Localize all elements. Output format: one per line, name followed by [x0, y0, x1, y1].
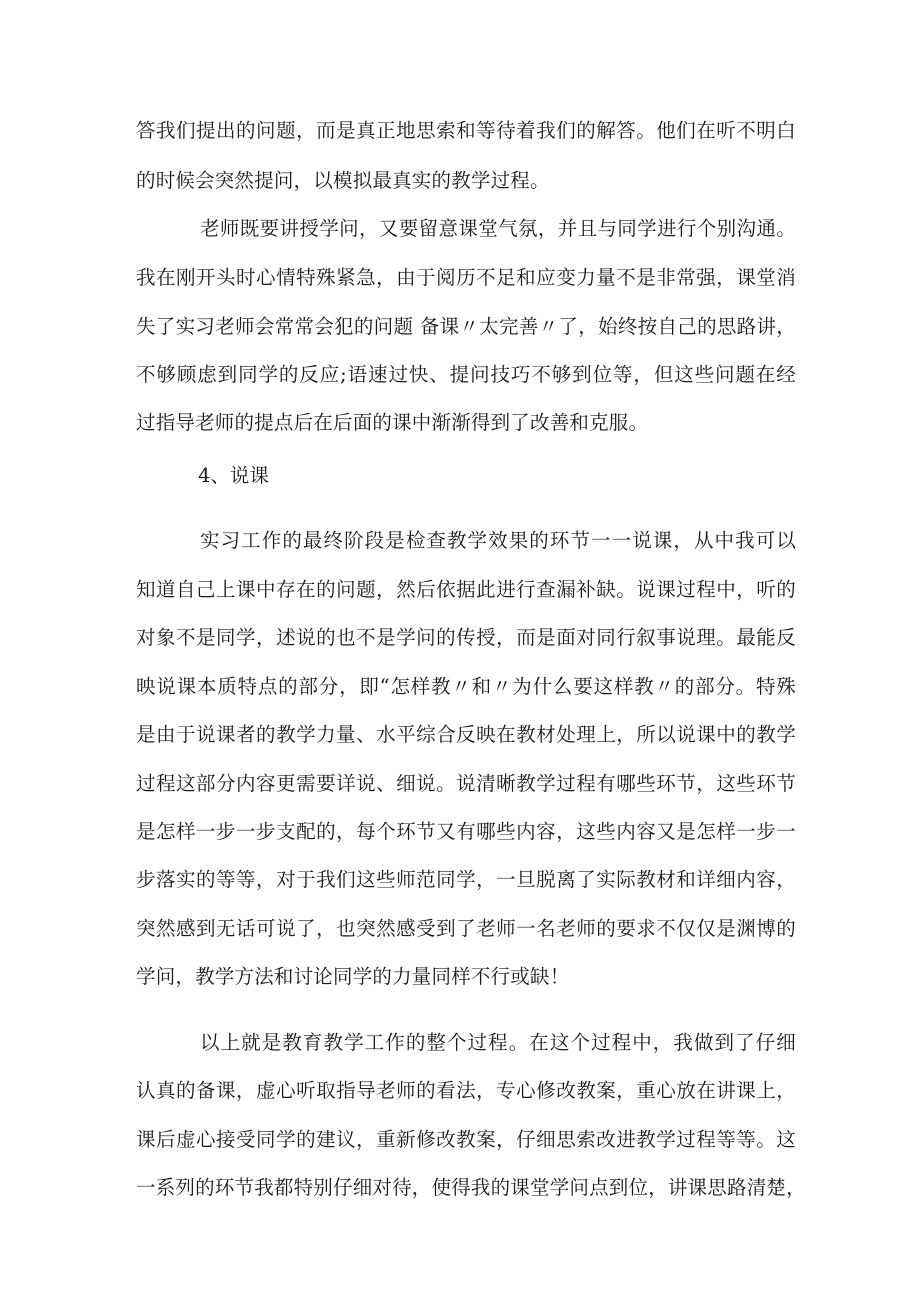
text-line: 老师既要讲授学问，又要留意课堂气氛，并且与同学进行个别沟通。 — [200, 217, 796, 240]
text-line: 认真的备课，虚心听取指导老师的看法，专心修改教案，重心放在讲课上， — [136, 1079, 796, 1102]
text-line: 对象不是同学，述说的也不是学问的传授，而是面对同行叙事说理。最能反 — [136, 626, 796, 649]
text-line: 以上就是教育教学工作的整个过程。在这个过程中，我做到了仔细 — [200, 1031, 796, 1054]
section-heading: 4、说课 — [198, 464, 269, 487]
text-line: 过指导老师的提点后在后面的课中渐渐得到了改善和克服。 — [136, 411, 649, 434]
text-line: 是怎样一步一步支配的，每个环节又有哪些内容，这些内容又是怎样一步一 — [136, 820, 796, 843]
text-line: 失了实习老师会常常会犯的问题 备课〃太完善〃了，始终按自己的思路讲， — [136, 315, 796, 338]
text-line: 知道自己上课中存在的问题，然后依据此进行查漏补缺。说课过程中，听的 — [136, 578, 796, 601]
text-line: 一系列的环节我都特别仔细对待，使得我的课堂学问点到位，讲课思路清楚， — [136, 1176, 806, 1199]
text-line: 实习工作的最终阶段是检查教学效果的环节一一说课，从中我可以 — [200, 529, 796, 552]
text-line: 学问，教学方法和讨论同学的力量同样不行或缺！ — [136, 965, 570, 988]
text-line: 映说课本质特点的部分，即“怎样教〃和〃为什么要这样教〃的部分。特殊 — [136, 675, 796, 698]
text-line: 过程这部分内容更需要详说、细说。说清晰教学过程有哪些环节，这些环节 — [136, 772, 796, 795]
text-line: 突然感到无话可说了，也突然感受到了老师一名老师的要求不仅仅是渊博的 — [136, 917, 796, 940]
text-line: 课后虚心接受同学的建议，重新修改教案，仔细思索改进教学过程等等。这 — [136, 1128, 796, 1151]
text-line: 是由于说课者的教学力量、水平综合反映在教材处理上，所以说课中的教学 — [136, 723, 796, 746]
text-line: 不够顾虑到同学的反应;语速过快、提问技巧不够到位等，但这些问题在经 — [136, 363, 796, 386]
text-line: 步落实的等等，对于我们这些师范同学，一旦脱离了实际教材和详细内容， — [136, 868, 796, 891]
text-line: 的时候会突然提问，以模拟最真实的教学过程。 — [136, 169, 550, 192]
text-line: 答我们提出的问题，而是真正地思索和等待着我们的解答。他们在听不明白 — [136, 119, 796, 142]
text-line: 我在刚开头时心情特殊紧急，由于阅历不足和应变力量不是非常强，课堂消 — [136, 266, 796, 289]
